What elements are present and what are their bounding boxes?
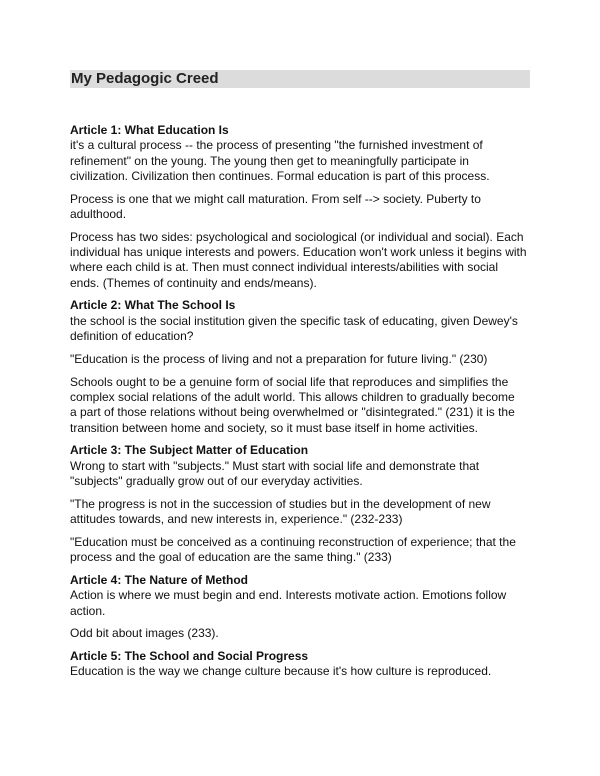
text-line: attitudes towards, and new interests in, experience." (232-233) xyxy=(70,512,403,527)
text-line: transition between home and society, so it must base itself in home activities. xyxy=(70,420,478,435)
document-title: My Pedagogic Creed xyxy=(71,70,219,87)
article-section xyxy=(70,298,540,435)
paragraph xyxy=(70,664,540,679)
text-line: adulthood. xyxy=(70,206,127,221)
paragraph xyxy=(70,535,540,566)
paragraph xyxy=(70,459,540,490)
text-line: Odd bit about images (233). xyxy=(70,626,219,641)
article-heading: Article 2: What The School Is xyxy=(70,298,236,313)
text-line: Process is one that we might call maturation. From self --> society. Puberty to xyxy=(70,191,481,206)
paragraph xyxy=(70,497,540,528)
text-line: definition of education? xyxy=(70,329,194,344)
text-line: "Education must be conceived as a continuing reconstruction of experience; that the xyxy=(70,534,516,549)
article-section xyxy=(70,443,540,565)
text-line: Schools ought to be a genuine form of social life that reproduces and simplifies the xyxy=(70,374,509,389)
text-line: complex social relations of the adult world. This allows children to gradually become xyxy=(70,389,515,404)
text-line: individual has unique interests and powers. Education won't work unless it begins with xyxy=(70,245,527,260)
text-line: where each child is at. Then must connect individual interests/abilities with social xyxy=(70,260,498,275)
text-line: "subjects" gradually grow out of our everyday activities. xyxy=(70,473,363,488)
paragraph xyxy=(70,375,540,436)
text-line: Wrong to start with "subjects." Must start with social life and demonstrate that xyxy=(70,458,480,473)
text-line: "Education is the process of living and not a preparation for future living." (230) xyxy=(70,351,488,366)
paragraph xyxy=(70,192,540,223)
text-line: "The progress is not in the succession of studies but in the development of new xyxy=(70,496,491,511)
text-line: ends. (Themes of continuity and ends/means). xyxy=(70,275,317,290)
article-heading: Article 5: The School and Social Progress xyxy=(70,649,309,664)
text-line: Education is the way we change culture because it's how culture is reproduced. xyxy=(70,664,492,679)
text-line: process and the goal of education are the same thing." (233) xyxy=(70,550,392,565)
text-line: a part of those relations without being overwhelmed or "disintegrated." (231) it is the xyxy=(70,405,515,420)
paragraph xyxy=(70,626,540,641)
article-section xyxy=(70,649,540,680)
paragraph xyxy=(70,138,540,184)
text-line: Action is where we must begin and end. Interests motivate action. Emotions follow xyxy=(70,588,507,603)
text-line: civilization. Civilization then continues. Formal education is part of this process. xyxy=(70,168,490,183)
paragraph xyxy=(70,230,540,291)
text-line: action. xyxy=(70,603,106,618)
text-line: Process has two sides: psychological and sociological (or individual and social). Each xyxy=(70,229,524,244)
text-line: refinement" on the young. The young then get to meaningfully participate in xyxy=(70,153,469,168)
article-section xyxy=(70,123,540,291)
article-heading: Article 1: What Education Is xyxy=(70,123,229,137)
paragraph xyxy=(70,588,540,619)
text-line: the school is the social institution given the specific task of educating, given Dewey's xyxy=(70,313,518,328)
article-heading: Article 3: The Subject Matter of Education xyxy=(70,443,309,458)
paragraph xyxy=(70,314,540,345)
paragraph xyxy=(70,352,540,367)
text-line: it's a cultural process -- the process of presenting "the furnished investment of xyxy=(70,138,483,153)
article-section xyxy=(70,573,540,642)
article-heading: Article 4: The Nature of Method xyxy=(70,572,249,587)
document-body xyxy=(70,123,540,687)
